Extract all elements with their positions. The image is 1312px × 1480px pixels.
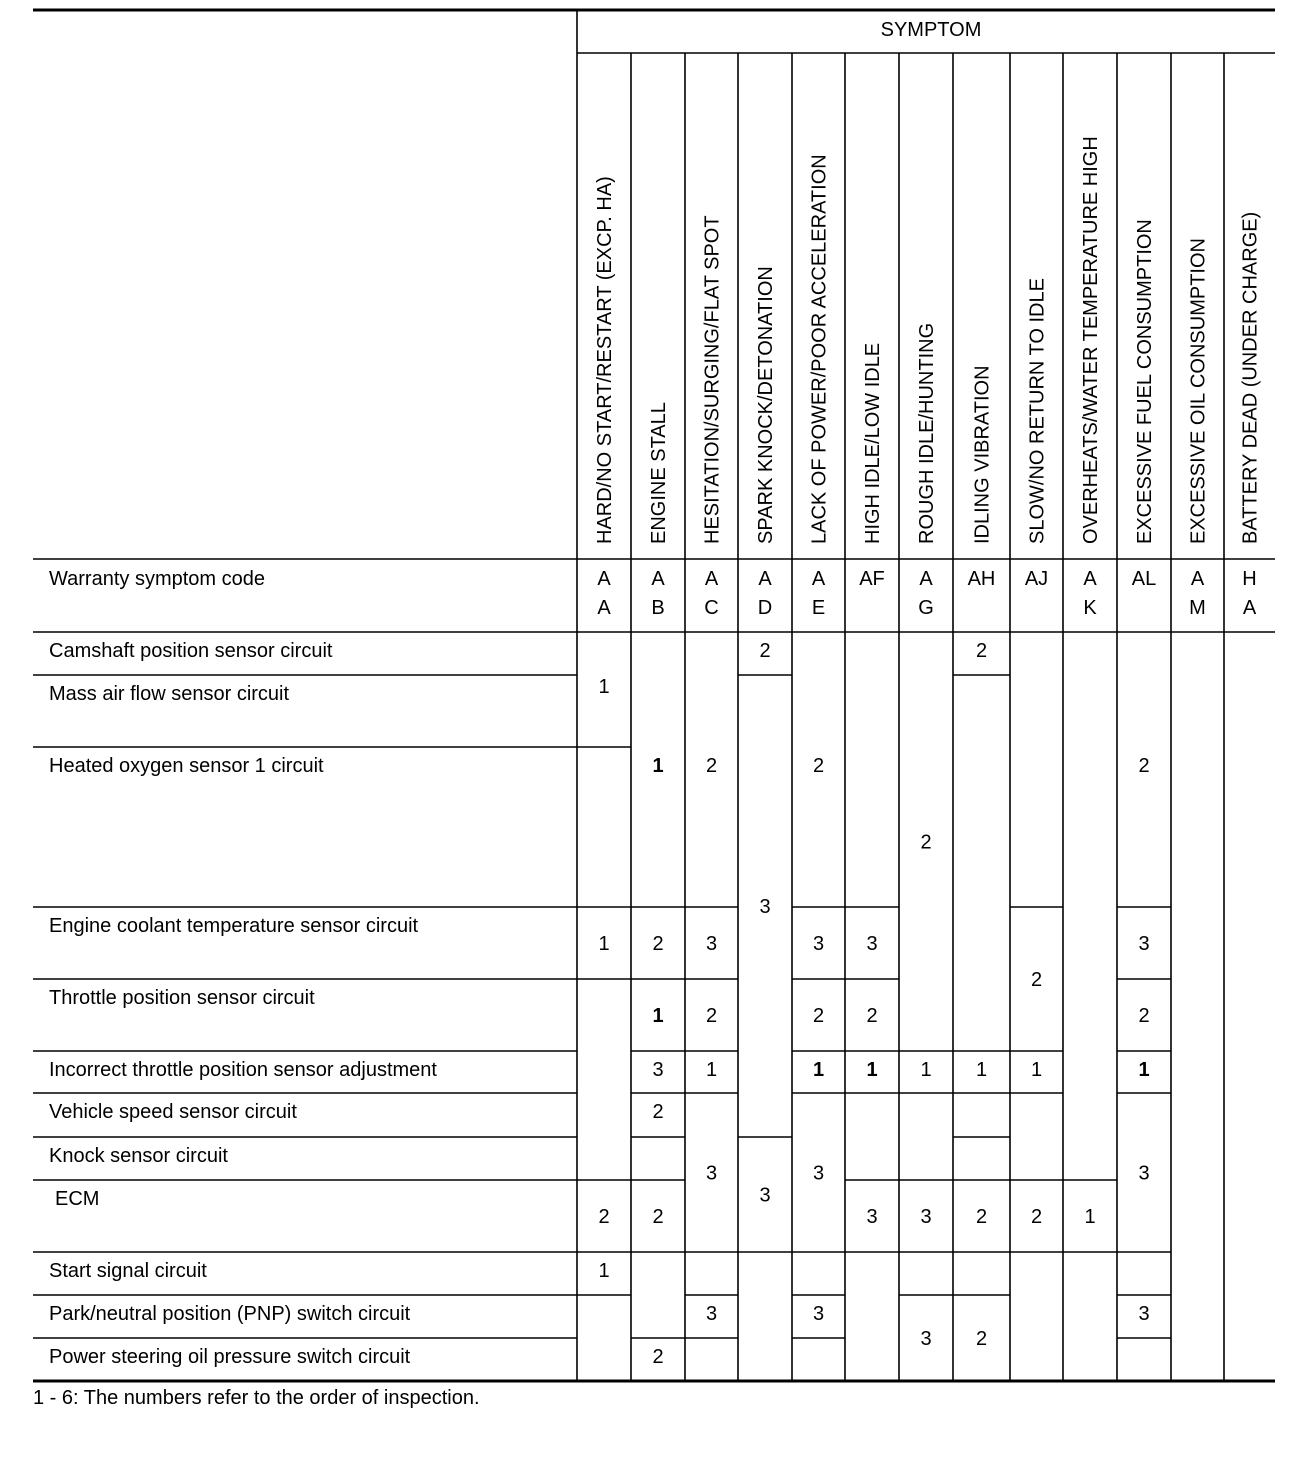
column-header: ROUGH IDLE/HUNTING — [916, 322, 938, 544]
cell-value: 2 — [975, 640, 988, 662]
cell-value: 3 — [705, 933, 718, 955]
cell-value: 3 — [705, 1162, 718, 1185]
cell-value: 2 — [652, 933, 664, 955]
cell-value: 3 — [759, 896, 771, 918]
cell-value: 1 — [812, 1059, 825, 1081]
warranty-code: C — [704, 597, 719, 619]
warranty-code: A — [597, 568, 611, 590]
cell-value: 3 — [705, 1303, 718, 1325]
warranty-code: A — [1242, 597, 1257, 619]
warranty-code: G — [918, 597, 934, 619]
cell-value: 3 — [1138, 1162, 1150, 1185]
cell-value: 2 — [652, 1346, 664, 1368]
cell-value: 3 — [920, 1206, 932, 1228]
warranty-code: A — [811, 568, 826, 590]
warranty-code: AL — [1131, 568, 1157, 590]
warranty-label: Warranty symptom code — [49, 568, 265, 590]
cell-value: 2 — [812, 1005, 825, 1027]
cell-value: 1 — [975, 1059, 988, 1081]
row-label: Engine coolant temperature sensor circuit — [49, 915, 419, 937]
column-header: HIGH IDLE/LOW IDLE — [862, 342, 884, 544]
cell-value: 3 — [652, 1059, 664, 1081]
cell-value: 2 — [705, 1005, 718, 1027]
row-label: Park/neutral position (PNP) switch circuit — [49, 1303, 411, 1325]
column-header: LACK OF POWER/POOR ACCELERATION — [808, 154, 831, 544]
column-header: EXCESSIVE OIL CONSUMPTION — [1187, 238, 1210, 544]
column-header: ENGINE STALL — [648, 402, 670, 544]
warranty-code: A — [1083, 568, 1097, 590]
cell-value: 1 — [866, 1059, 878, 1081]
cell-value: 3 — [812, 1162, 825, 1185]
cell-value: 3 — [1138, 933, 1150, 955]
warranty-code: AF — [859, 568, 885, 590]
row-label: Knock sensor circuit — [49, 1145, 228, 1167]
cell-value: 2 — [598, 1206, 610, 1228]
cell-value: 1 — [1030, 1059, 1043, 1081]
warranty-code: M — [1189, 597, 1206, 619]
cell-value: 1 — [920, 1059, 932, 1081]
cell-value: 2 — [1138, 755, 1150, 777]
warranty-code: A — [1190, 568, 1205, 590]
cell-value: 3 — [1138, 1303, 1150, 1325]
table-header — [881, 19, 982, 41]
cell-value: 3 — [866, 1206, 878, 1228]
cell-value: 3 — [812, 1303, 825, 1325]
cell-value: 2 — [920, 831, 932, 854]
row-label: Incorrect throttle position sensor adjustment — [49, 1059, 437, 1081]
symptom-header: SYMPTOM — [880, 19, 982, 41]
warranty-code: AJ — [1024, 568, 1049, 590]
warranty-code: AH — [967, 568, 996, 590]
warranty-code: A — [597, 597, 611, 619]
cell-value: 1 — [652, 1005, 664, 1027]
column-header: OVERHEATS/WATER TEMPERATURE HIGH — [1080, 136, 1102, 544]
warranty-code: K — [1083, 597, 1097, 619]
warranty-code: B — [651, 597, 665, 619]
cell-value: 2 — [866, 1005, 878, 1027]
row-label: Vehicle speed sensor circuit — [49, 1101, 297, 1123]
row-label: Power steering oil pressure switch circuit — [49, 1346, 411, 1368]
cell-value: 1 — [598, 676, 610, 698]
cell-value: 2 — [705, 755, 718, 777]
column-header: SLOW/NO RETURN TO IDLE — [1026, 278, 1049, 544]
cell-value: 1 — [652, 755, 664, 777]
cell-value: 2 — [975, 1206, 988, 1228]
warranty-code: D — [757, 597, 773, 619]
cell-value: 3 — [866, 933, 878, 955]
cell-value: 2 — [652, 1206, 664, 1228]
column-header: SPARK KNOCK/DETONATION — [755, 266, 777, 544]
warranty-code: A — [919, 568, 933, 590]
footnote: 1 - 6: The numbers refer to the order of inspection. — [33, 1387, 480, 1409]
table-body — [49, 136, 1262, 1368]
cell-value: 2 — [652, 1101, 664, 1123]
row-label: Camshaft position sensor circuit — [49, 640, 333, 662]
warranty-code: A — [758, 568, 772, 590]
row-label: Start signal circuit — [49, 1260, 207, 1282]
cell-value: 2 — [1030, 1206, 1043, 1228]
warranty-code: H — [1242, 568, 1257, 590]
cell-value: 1 — [598, 933, 610, 955]
row-label: Throttle position sensor circuit — [49, 987, 315, 1009]
cell-value: 2 — [1138, 1005, 1150, 1027]
cell-value: 2 — [759, 640, 771, 662]
warranty-code: A — [704, 568, 719, 590]
column-header: HESITATION/SURGING/FLAT SPOT — [701, 215, 724, 544]
row-label: ECM — [55, 1188, 100, 1210]
column-header: IDLING VIBRATION — [971, 365, 994, 544]
column-header: EXCESSIVE FUEL CONSUMPTION — [1134, 219, 1156, 544]
cell-value: 3 — [920, 1328, 932, 1350]
cell-value: 3 — [812, 933, 825, 955]
row-label: Heated oxygen sensor 1 circuit — [49, 755, 324, 777]
cell-value: 1 — [1084, 1206, 1096, 1228]
cell-value: 1 — [705, 1059, 718, 1081]
cell-value: 2 — [812, 755, 825, 777]
cell-value: 2 — [1030, 969, 1043, 991]
column-header: HARD/NO START/RESTART (EXCP. HA) — [594, 176, 616, 544]
column-header: BATTERY DEAD (UNDER CHARGE) — [1239, 211, 1262, 544]
row-label: Mass air flow sensor circuit — [49, 683, 290, 705]
cell-value: 2 — [975, 1328, 988, 1350]
warranty-code: A — [651, 568, 665, 590]
cell-value: 1 — [1138, 1059, 1150, 1081]
warranty-code: E — [811, 597, 826, 619]
cell-value: 3 — [759, 1184, 771, 1207]
cell-value: 1 — [598, 1260, 610, 1282]
